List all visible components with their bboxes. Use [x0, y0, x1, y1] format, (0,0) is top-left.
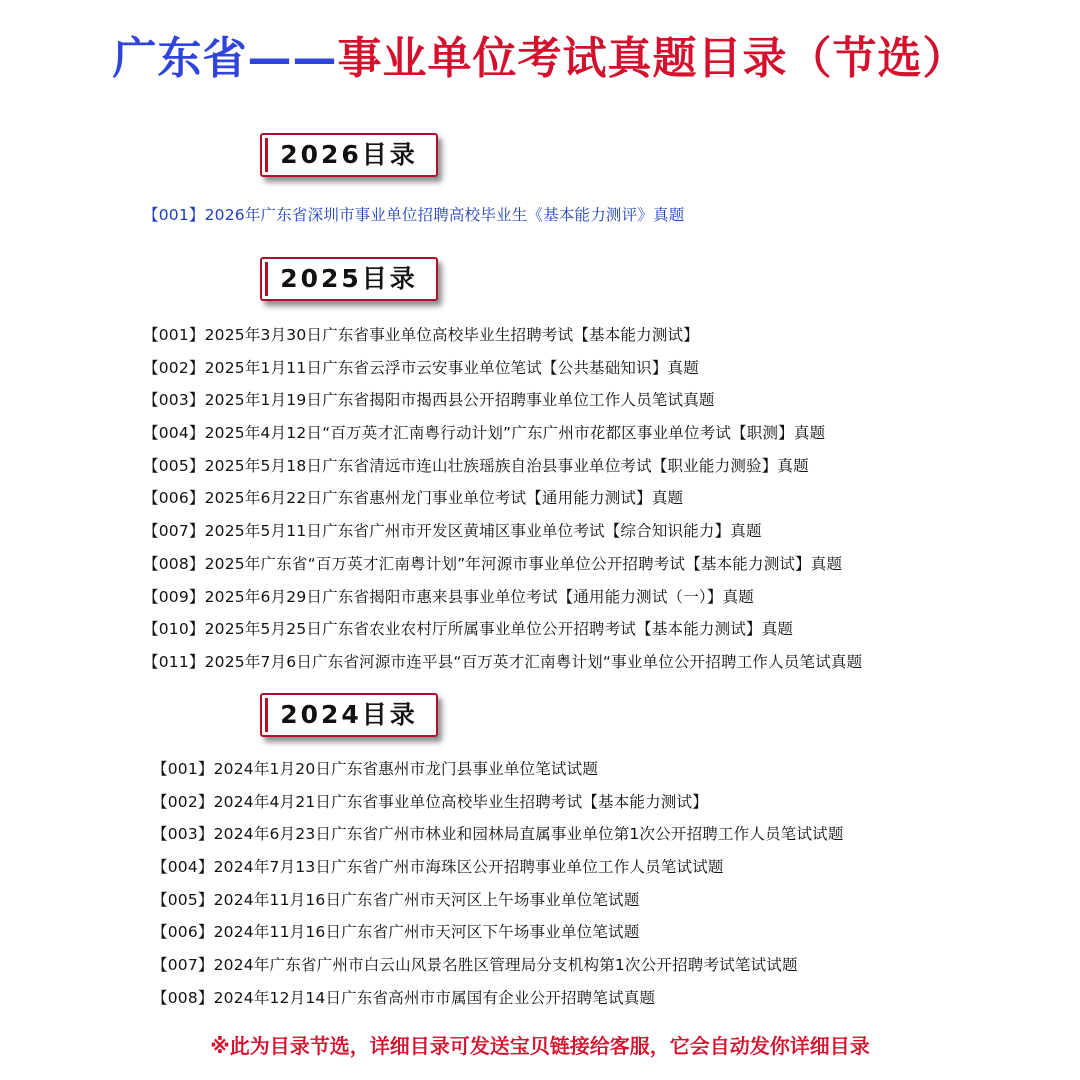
catalog-list-2024 — [152, 753, 844, 1015]
section-heading-2025: 2025目录 — [260, 257, 438, 301]
list-item: 【001】2024年1月20日广东省惠州市龙门县事业单位笔试试题 — [152, 760, 599, 778]
list-item: 【005】2025年5月18日广东省清远市连山壮族瑶族自治县事业单位考试【职业能力测验】真题 — [143, 456, 809, 475]
section-heading-2026: 2026目录 — [260, 133, 438, 177]
title-region: 广东省—— — [112, 33, 338, 84]
list-item: 【011】2025年7月6日广东省河源市连平县“百万英才汇南粤计划“事业单位公开招聘工作人员笔试真题 — [143, 652, 863, 671]
list-item: 【010】2025年5月25日广东省农业农村厅所属事业单位公开招聘考试【基本能力测试】真题 — [143, 620, 794, 639]
list-item: 【007】2025年5月11日广东省广州市开发区黄埔区事业单位考试【综合知识能力】真题 — [143, 522, 762, 541]
list-item: 【002】2024年4月21日广东省事业单位高校毕业生招聘考试【基本能力测试】 — [152, 792, 708, 811]
title-subject: 事业单位考试真题目录（节选） — [337, 33, 968, 84]
list-item: 【009】2025年6月29日广东省揭阳市惠来县事业单位考试【通用能力测试（一）】真题 — [143, 587, 754, 606]
page-title — [0, 22, 1080, 86]
list-item: 【001】2025年3月30日广东省事业单位高校毕业生招聘考试【基本能力测试】 — [143, 326, 699, 344]
list-item: 【004】2025年4月12日“百万英才汇南粤行动计划”广东广州市花都区事业单位考试【职测】真题 — [143, 424, 826, 443]
catalog-list-2025 — [143, 319, 862, 679]
footer-notice: ※此为目录节选，详细目录可发送宝贝链接给客服，它会自动发你详细目录 — [210, 1034, 870, 1058]
list-item: 【003】2024年6月23日广东省广州市林业和园林局直属事业单位第1次公开招聘工作人员笔试试题 — [152, 825, 844, 844]
catalog-list-2026 — [143, 199, 684, 232]
list-item: 【003】2025年1月19日广东省揭阳市揭西县公开招聘事业单位工作人员笔试真题 — [143, 391, 715, 410]
list-item: 【006】2025年6月22日广东省惠州龙门事业单位考试【通用能力测试】真题 — [143, 489, 684, 508]
list-item: 【008】2025年广东省“百万英才汇南粤计划”年河源市事业单位公开招聘考试【基本能力测试】真题 — [143, 554, 843, 573]
list-item: 【006】2024年11月16日广东省广州市天河区下午场事业单位笔试题 — [152, 923, 640, 942]
list-item: 【008】2024年12月14日广东省高州市市属国有企业公开招聘笔试真题 — [152, 988, 656, 1007]
list-item: 【005】2024年11月16日广东省广州市天河区上午场事业单位笔试题 — [152, 890, 640, 909]
list-item: 【002】2025年1月11日广东省云浮市云安事业单位笔试【公共基础知识】真题 — [143, 358, 699, 377]
list-item: 【007】2024年广东省广州市白云山风景名胜区管理局分支机构第1次公开招聘考试笔试试题 — [152, 956, 798, 975]
section-heading-2024: 2024目录 — [260, 693, 438, 737]
list-item: 【004】2024年7月13日广东省广州市海珠区公开招聘事业单位工作人员笔试试题 — [152, 858, 724, 877]
list-item: 【001】2026年广东省深圳市事业单位招聘高校毕业生《基本能力测评》真题 — [143, 206, 685, 224]
